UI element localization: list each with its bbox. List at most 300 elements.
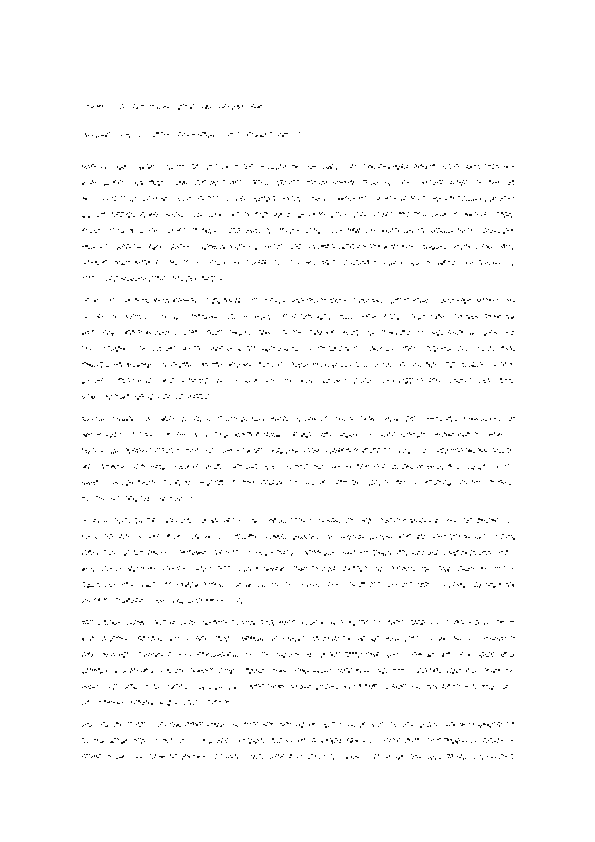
pixel-ink — [182, 670, 183, 672]
pixel-ink — [342, 315, 343, 316]
pixel-ink — [483, 380, 485, 381]
pixel-ink — [149, 537, 151, 538]
pixel-ink — [273, 624, 274, 626]
pixel-ink — [135, 500, 137, 502]
pixel-ink — [472, 365, 474, 367]
pixel-ink — [167, 566, 168, 567]
pixel-ink — [344, 420, 345, 421]
pixel-ink — [123, 755, 124, 756]
pixel-ink — [104, 184, 105, 186]
pixel-ink — [217, 655, 218, 656]
pixel-ink — [437, 739, 439, 740]
pixel-ink — [512, 166, 514, 167]
pixel-ink — [420, 654, 422, 655]
pixel-ink — [381, 435, 383, 436]
pixel-ink — [170, 497, 172, 498]
pixel-ink — [92, 419, 93, 420]
pixel-ink — [274, 742, 275, 743]
pixel-ink — [312, 551, 313, 552]
pixel-ink — [91, 366, 93, 367]
pixel-ink — [148, 702, 149, 704]
pixel-ink — [346, 449, 348, 450]
pixel-ink — [154, 568, 155, 569]
pixel-ink — [293, 363, 294, 365]
pixel-ink — [285, 417, 286, 418]
pixel-ink — [88, 452, 89, 454]
pixel-ink — [316, 466, 318, 467]
pixel-ink — [388, 656, 389, 658]
pixel-ink — [184, 228, 185, 229]
pixel-ink — [129, 569, 131, 571]
pixel-ink — [123, 466, 124, 467]
pixel-ink — [381, 347, 382, 348]
pixel-ink — [134, 668, 135, 670]
pixel-ink — [473, 684, 474, 686]
pixel-ink — [92, 687, 94, 688]
pixel-ink — [490, 346, 491, 348]
pixel-ink — [184, 704, 185, 705]
pixel-ink — [303, 366, 305, 367]
pixel-ink — [513, 197, 514, 198]
pixel-ink — [346, 332, 347, 333]
pixel-ink — [139, 521, 140, 522]
pixel-ink — [216, 726, 218, 727]
pixel-ink — [446, 232, 447, 233]
pixel-ink — [94, 396, 95, 398]
pixel-ink — [489, 165, 491, 166]
pixel-ink — [385, 198, 387, 199]
pixel-ink — [131, 566, 132, 568]
pixel-ink — [402, 569, 403, 570]
pixel-ink — [177, 600, 178, 602]
pixel-ink — [179, 602, 181, 603]
pixel-ink — [123, 107, 124, 108]
pixel-ink — [152, 480, 153, 482]
pixel-ink — [486, 317, 487, 318]
pixel-ink — [128, 365, 129, 367]
pixel-ink — [439, 566, 441, 567]
pixel-ink — [261, 333, 263, 335]
pixel-ink — [246, 468, 248, 469]
pixel-ink — [413, 365, 414, 366]
pixel-ink — [149, 246, 150, 248]
pixel-ink — [352, 164, 353, 166]
pixel-ink — [446, 738, 448, 739]
pixel-ink — [370, 380, 371, 381]
pixel-ink — [88, 260, 89, 262]
pixel-ink — [314, 741, 316, 742]
pixel-ink — [447, 686, 448, 687]
pixel-ink — [387, 380, 389, 381]
pixel-ink — [220, 568, 222, 569]
pixel-ink — [203, 181, 204, 182]
pixel-ink — [253, 722, 255, 723]
pixel-ink — [331, 740, 333, 742]
pixel-ink — [458, 228, 459, 230]
pixel-ink — [338, 198, 340, 200]
pixel-ink — [203, 132, 204, 133]
pixel-ink — [254, 198, 256, 199]
pixel-ink — [193, 755, 195, 756]
pixel-ink — [483, 551, 485, 552]
pixel-ink — [498, 434, 500, 435]
pixel-ink — [472, 262, 473, 263]
pixel-ink — [82, 756, 83, 757]
pixel-ink — [102, 316, 103, 317]
pixel-ink — [156, 262, 157, 264]
pixel-ink — [126, 484, 128, 486]
pixel-ink — [322, 433, 323, 434]
pixel-ink — [357, 247, 359, 248]
pixel-ink — [164, 480, 166, 481]
pixel-ink — [474, 419, 476, 420]
pixel-ink — [254, 420, 256, 421]
pixel-ink — [210, 232, 211, 234]
pixel-ink — [360, 671, 361, 673]
pixel-ink — [152, 671, 153, 673]
pixel-ink — [324, 637, 326, 638]
pixel-ink — [381, 518, 382, 519]
pixel-ink — [237, 248, 238, 250]
pixel-ink — [188, 365, 189, 367]
pixel-ink — [302, 669, 303, 671]
pixel-ink — [389, 184, 390, 186]
pixel-ink — [356, 362, 357, 363]
pixel-ink — [246, 232, 247, 233]
pixel-ink — [178, 449, 179, 450]
pixel-ink — [257, 739, 258, 740]
pixel-ink — [483, 655, 484, 656]
pixel-ink — [388, 183, 389, 184]
pixel-ink — [445, 199, 446, 200]
pixel-ink — [114, 738, 116, 739]
pixel-ink — [204, 519, 206, 521]
pixel-ink — [374, 640, 375, 642]
pixel-ink — [283, 198, 285, 199]
pixel-ink — [481, 451, 483, 452]
pixel-ink — [344, 181, 346, 182]
pixel-ink — [130, 671, 131, 673]
pixel-ink — [320, 333, 321, 334]
pixel-ink — [357, 334, 358, 336]
pixel-ink — [407, 165, 408, 166]
pixel-ink — [222, 652, 223, 653]
pixel-ink — [143, 364, 145, 365]
pixel-ink — [486, 231, 487, 232]
pixel-ink — [353, 228, 355, 229]
pixel-ink — [180, 742, 181, 743]
pixel-ink — [246, 316, 247, 317]
pixel-ink — [421, 228, 423, 229]
pixel-ink — [480, 519, 482, 520]
pixel-ink — [448, 232, 449, 233]
pixel-ink — [398, 298, 399, 299]
pixel-ink — [203, 482, 204, 483]
pixel-ink — [135, 396, 136, 397]
pixel-ink — [481, 567, 483, 569]
pixel-ink — [97, 739, 98, 741]
pixel-ink — [197, 537, 199, 539]
pixel-ink — [221, 621, 222, 622]
pixel-ink — [325, 433, 326, 434]
pixel-ink — [85, 450, 87, 451]
pixel-ink — [146, 263, 147, 265]
pixel-ink — [163, 739, 164, 740]
pixel-ink — [246, 585, 247, 587]
pixel-ink — [103, 419, 104, 420]
pixel-ink — [108, 346, 110, 347]
pixel-ink — [205, 568, 206, 569]
pixel-ink — [83, 601, 84, 602]
pixel-ink — [436, 214, 438, 215]
pixel-ink — [229, 232, 231, 233]
pixel-ink — [169, 168, 170, 170]
pixel-ink — [184, 300, 186, 301]
pixel-ink — [387, 482, 388, 483]
pixel-ink — [376, 550, 377, 551]
pixel-ink — [158, 184, 160, 186]
pixel-ink — [235, 725, 237, 726]
pixel-ink — [443, 483, 444, 484]
pixel-ink — [425, 521, 426, 522]
pixel-ink — [84, 586, 85, 587]
pixel-ink — [461, 620, 462, 621]
pixel-ink — [114, 449, 115, 450]
pixel-ink — [417, 636, 418, 637]
pixel-ink — [255, 229, 257, 230]
pixel-ink — [311, 754, 313, 755]
pixel-ink — [126, 582, 128, 584]
pixel-ink — [133, 432, 134, 434]
pixel-ink — [304, 687, 306, 688]
pixel-ink — [348, 638, 350, 640]
pixel-ink — [135, 601, 137, 602]
pixel-ink — [239, 436, 240, 437]
pixel-ink — [184, 133, 185, 134]
pixel-ink — [115, 261, 117, 262]
pixel-ink — [494, 231, 495, 232]
pixel-ink — [147, 500, 149, 501]
pixel-ink — [146, 685, 147, 686]
pixel-ink — [370, 244, 371, 245]
pixel-ink — [261, 263, 263, 264]
pixel-ink — [399, 212, 401, 214]
pixel-ink — [403, 452, 404, 453]
pixel-ink — [218, 740, 219, 741]
pixel-ink — [231, 449, 232, 451]
pixel-ink — [280, 757, 281, 758]
pixel-ink — [140, 624, 141, 625]
pixel-ink — [292, 165, 294, 166]
pixel-ink — [91, 554, 92, 555]
pixel-ink — [199, 652, 201, 653]
pixel-ink — [398, 230, 399, 232]
pixel-ink — [479, 537, 480, 539]
pixel-ink — [144, 669, 146, 671]
pixel-ink — [366, 448, 368, 449]
pixel-ink — [506, 685, 508, 686]
pixel-ink — [181, 280, 183, 281]
pixel-ink — [306, 382, 307, 383]
pixel-ink — [158, 300, 159, 301]
pixel-ink — [209, 245, 211, 246]
pixel-ink — [377, 199, 379, 200]
pixel-ink — [273, 433, 274, 434]
pixel-ink — [448, 434, 450, 436]
pixel-ink — [148, 261, 150, 263]
pixel-ink — [207, 624, 208, 625]
pixel-ink — [428, 364, 430, 365]
pixel-ink — [465, 213, 467, 215]
pixel-ink — [460, 654, 462, 655]
pixel-ink — [94, 755, 95, 757]
pixel-ink — [123, 231, 124, 233]
pixel-ink — [370, 452, 372, 453]
pixel-ink — [114, 553, 115, 554]
pixel-ink — [169, 395, 170, 396]
pixel-ink — [187, 722, 189, 723]
pixel-ink — [270, 484, 272, 485]
pixel-ink — [221, 480, 223, 482]
pixel-ink — [218, 621, 220, 622]
pixel-ink — [484, 623, 485, 625]
pixel-ink — [313, 738, 315, 739]
pixel-ink — [460, 583, 462, 585]
pixel-ink — [321, 366, 322, 367]
pixel-ink — [169, 419, 170, 420]
pixel-ink — [354, 550, 355, 552]
pixel-ink — [230, 449, 231, 450]
pixel-ink — [278, 364, 279, 366]
pixel-ink — [428, 758, 429, 759]
pixel-ink — [411, 263, 413, 264]
pixel-ink — [97, 434, 99, 435]
pixel-ink — [120, 724, 121, 726]
pixel-ink — [196, 700, 197, 701]
pixel-ink — [290, 723, 291, 724]
pixel-ink — [108, 755, 110, 756]
pixel-ink — [502, 621, 504, 622]
pixel-ink — [503, 232, 505, 234]
pixel-ink — [374, 757, 375, 759]
pixel-ink — [298, 536, 299, 538]
pixel-ink — [428, 569, 429, 570]
pixel-ink — [426, 585, 427, 586]
pixel-ink — [113, 315, 114, 316]
pixel-ink — [262, 758, 263, 759]
pixel-ink — [221, 668, 222, 669]
pixel-ink — [313, 671, 315, 672]
pixel-ink — [127, 244, 129, 245]
pixel-ink — [215, 700, 217, 701]
pixel-ink — [325, 364, 326, 366]
pixel-ink — [330, 452, 331, 454]
pixel-ink — [400, 298, 401, 299]
pixel-ink — [391, 332, 393, 334]
pixel-ink — [488, 315, 490, 316]
pixel-ink — [462, 723, 463, 725]
pixel-ink — [399, 166, 400, 167]
pixel-ink — [178, 301, 179, 302]
pixel-ink — [228, 420, 229, 421]
pixel-ink — [142, 739, 144, 740]
pixel-ink — [154, 639, 155, 640]
pixel-ink — [336, 232, 337, 233]
pixel-ink — [370, 742, 371, 743]
pixel-ink — [418, 331, 419, 332]
pixel-ink — [450, 382, 451, 383]
pixel-ink — [361, 416, 362, 417]
pixel-ink — [162, 279, 163, 280]
pixel-ink — [312, 741, 313, 742]
pixel-ink — [160, 640, 162, 641]
pixel-ink — [440, 231, 442, 232]
pixel-ink — [251, 346, 252, 347]
pixel-ink — [109, 538, 110, 539]
pixel-ink — [343, 433, 345, 434]
pixel-ink — [97, 316, 99, 317]
pixel-ink — [110, 742, 111, 743]
pixel-ink — [351, 756, 352, 758]
pixel-ink — [206, 654, 207, 656]
pixel-ink — [189, 550, 190, 552]
pixel-ink — [432, 248, 434, 250]
pixel-ink — [374, 686, 375, 687]
pixel-ink — [450, 483, 451, 485]
pixel-ink — [395, 261, 396, 262]
pixel-ink — [151, 640, 152, 641]
pixel-ink — [363, 180, 365, 181]
pixel-ink — [479, 481, 480, 482]
pixel-ink — [92, 398, 94, 399]
pixel-ink — [503, 244, 505, 246]
pixel-ink — [431, 231, 432, 232]
pixel-ink — [211, 276, 213, 277]
pixel-ink — [412, 637, 414, 638]
pixel-ink — [501, 654, 502, 656]
pixel-ink — [207, 331, 208, 332]
pixel-ink — [422, 380, 423, 381]
pixel-ink — [168, 331, 169, 333]
pixel-ink — [141, 521, 142, 523]
pixel-ink — [501, 434, 502, 435]
pixel-ink — [243, 417, 244, 418]
pixel-ink — [86, 276, 87, 277]
pixel-ink — [448, 465, 450, 466]
pixel-ink — [453, 552, 455, 553]
pixel-ink — [467, 520, 469, 521]
pixel-ink — [497, 435, 499, 436]
pixel-ink — [309, 262, 310, 263]
pixel-ink — [404, 168, 405, 169]
pixel-ink — [447, 739, 449, 741]
pixel-ink — [361, 639, 363, 641]
pixel-ink — [120, 216, 122, 217]
pixel-ink — [198, 198, 199, 199]
pixel-ink — [508, 184, 510, 185]
pixel-ink — [93, 570, 94, 572]
pixel-ink — [308, 262, 309, 264]
pixel-ink — [186, 261, 187, 262]
pixel-ink — [326, 181, 327, 183]
pixel-ink — [267, 228, 268, 229]
pixel-ink — [466, 670, 467, 672]
pixel-ink — [371, 229, 372, 231]
pixel-ink — [111, 395, 112, 396]
pixel-ink — [216, 362, 218, 364]
pixel-ink — [201, 398, 203, 399]
pixel-ink — [119, 522, 120, 524]
